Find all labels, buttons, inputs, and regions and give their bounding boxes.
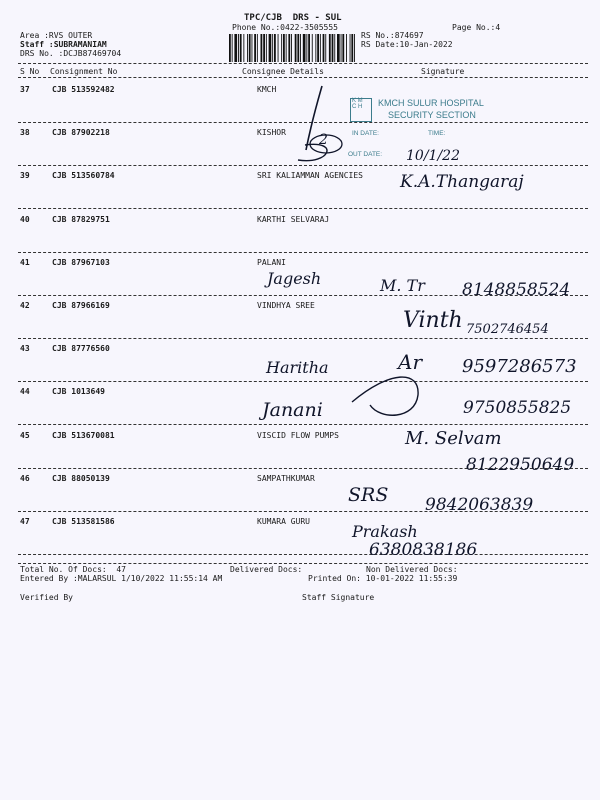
staff-signature: Staff Signature — [302, 593, 375, 602]
area-label: Area :RVS OUTER — [20, 31, 93, 40]
row-sno: 46 — [20, 474, 30, 483]
phone-42: 7502746454 — [466, 322, 549, 337]
row-consignment: CJB 513592482 — [52, 85, 115, 94]
row-consignment: CJB 88050139 — [52, 474, 110, 483]
signature-47: Prakash — [352, 522, 418, 541]
signature-41-a: Jagesh — [267, 269, 322, 288]
phone-43: 9597286573 — [462, 356, 577, 377]
signature-46: SRS — [348, 484, 389, 506]
signature-41-b: M. Tr — [380, 276, 425, 295]
row-consignment: CJB 513560784 — [52, 171, 115, 180]
row-sno: 41 — [20, 258, 30, 267]
verified-by: Verified By — [20, 593, 73, 602]
phone-41: 8148858524 — [462, 280, 571, 300]
page-number: Page No.:4 — [452, 23, 501, 32]
non-delivered-docs: Non Delivered Docs: — [366, 565, 458, 574]
drs-number: DRS No. :DCJB87469704 — [20, 49, 122, 58]
row-consignment: CJB 87902218 — [52, 128, 110, 137]
entered-by: Entered By :MALARSUL 1/10/2022 11:55:14 AM — [20, 574, 223, 583]
rs-number: RS No.:874697 — [361, 31, 424, 40]
phone-45: 8122950649 — [466, 455, 575, 475]
row-sno: 37 — [20, 85, 30, 94]
kmch-mark: 2 — [319, 132, 328, 148]
row-consignment: CJB 513670081 — [52, 431, 115, 440]
kmch-date: 10/1/22 — [406, 148, 460, 164]
staff-label: Staff :SUBRAMANIAM — [20, 40, 107, 49]
row-consignee: VINDHYA SREE — [257, 301, 315, 310]
row-consignee: SRI KALIAMMAN AGENCIES — [257, 171, 363, 180]
signature-43-b: Ar — [398, 350, 423, 374]
row-sno: 42 — [20, 301, 30, 310]
row-consignee: KISHOR — [257, 128, 286, 137]
row-sno: 44 — [20, 387, 30, 396]
row-consignment: CJB 87967103 — [52, 258, 110, 267]
printed-on: Printed On: 10-01-2022 11:55:39 — [308, 574, 458, 583]
row-sno: 43 — [20, 344, 30, 353]
document-title: TPC/CJB DRS - SUL — [244, 13, 342, 23]
row-sno: 47 — [20, 517, 30, 526]
stamp-section: SECURITY SECTION — [388, 110, 476, 120]
row-consignee: SAMPATHKUMAR — [257, 474, 315, 483]
column-consignment: Consignment No — [50, 67, 118, 76]
phone-44: 9750855825 — [463, 398, 572, 418]
row-consignee: KARTHI SELVARAJ — [257, 215, 330, 224]
row-consignment: CJB 87776560 — [52, 344, 110, 353]
stamp-name: KMCH SULUR HOSPITAL — [378, 98, 484, 108]
signature-45: M. Selvam — [405, 428, 502, 449]
phone-number: Phone No.:0422-3505555 — [232, 23, 338, 32]
signature-44: Janani — [262, 399, 323, 421]
row-consignee: KUMARA GURU — [257, 517, 310, 526]
column-consignee: Consignee Details — [242, 67, 324, 76]
delivered-docs: Delivered Docs: — [230, 565, 303, 574]
row-sno: 38 — [20, 128, 30, 137]
total-docs: Total No. Of Docs: 47 — [20, 565, 126, 574]
row-consignment: CJB 87966169 — [52, 301, 110, 310]
stamp-in-date: IN DATE: — [352, 130, 379, 137]
signature-42: Vinth — [403, 308, 463, 333]
security-stamp: K M C H KMCH SULUR HOSPITAL SECURITY SECTION IN DATE: TIME: OUT DATE: — [348, 98, 484, 158]
row-consignment: CJB 513581586 — [52, 517, 115, 526]
row-consignee: PALANI — [257, 258, 286, 267]
row-sno: 45 — [20, 431, 30, 440]
row-consignee: KMCH — [257, 85, 277, 94]
stamp-out-date: OUT DATE: — [348, 151, 383, 158]
column-sno: S No — [20, 67, 40, 76]
stamp-time: TIME: — [428, 130, 446, 137]
row-consignee: VISCID FLOW PUMPS — [257, 431, 339, 440]
signature-39: K.A.Thangaraj — [400, 172, 524, 192]
phone-47: 6380838186 — [369, 540, 478, 560]
phone-46: 9842063839 — [425, 495, 534, 515]
rs-date: RS Date:10-Jan-2022 — [361, 40, 453, 49]
footer-divider — [18, 563, 588, 564]
row-consignment: CJB 1013649 — [52, 387, 105, 396]
column-signature: Signature — [421, 67, 465, 76]
signature-43-a: Haritha — [266, 358, 329, 377]
row-sno: 40 — [20, 215, 30, 224]
row-sno: 39 — [20, 171, 30, 180]
row-consignment: CJB 87829751 — [52, 215, 110, 224]
